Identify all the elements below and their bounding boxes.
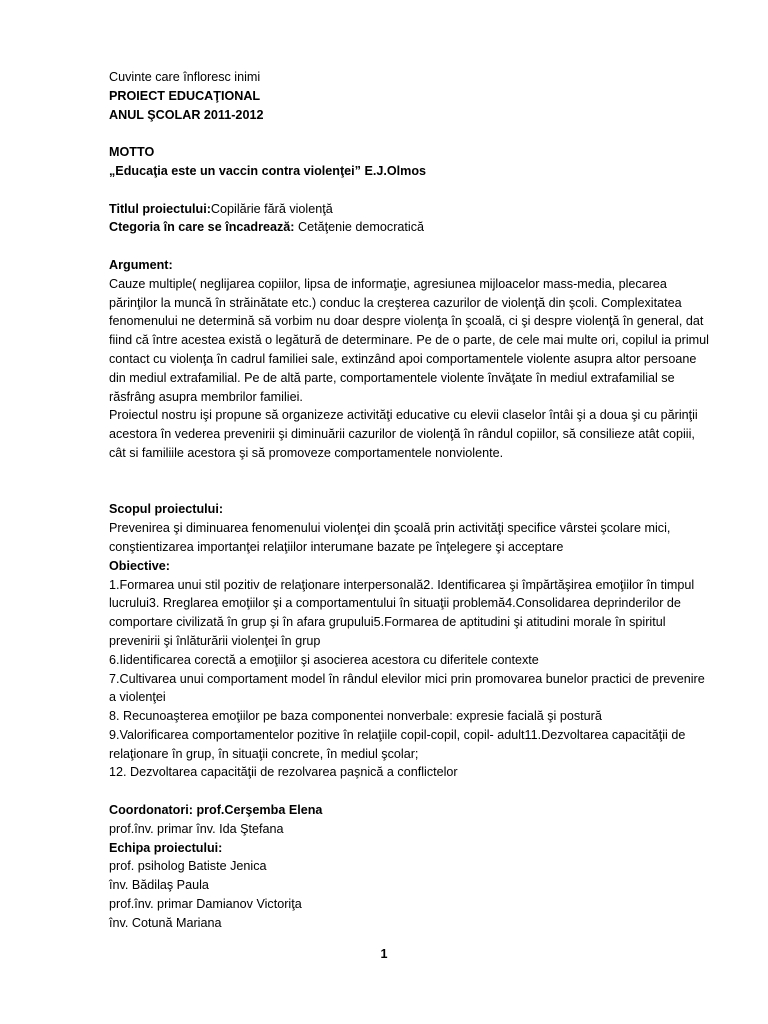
objective-item: 8. Recunoaşterea emoţiilor pe baza componentei nonverbale: expresie facială şi postură (109, 709, 602, 724)
motto-quote: „Educaţia este un vaccin contra violenţei” E.J.Olmos (109, 163, 427, 178)
argument-paragraph-1: Cauze multiple( neglijarea copiilor, lipsa de informaţie, agresiunea mijloacelor mass-media, plecarea părinţilor la muncă în străinătate etc.) conduc la creşterea cazurilor de violenţă din şcoli. Complexitatea fenomenului ne determină să vorbim nu doar despre violenţa în şcoală, ci şi despre violenţă în general, dat fiind că între acestea există o legătură de determinare. Pe de o parte, de cele mai multe ori, copilul ia primul contact cu violenţa în cadrul familiei sale, extinzând apoi comportamentele violente asupra altor persoane din mediul extrafamilial. Pe de altă parte, comportamentele violente învăţate în mediul extrafamilial se răsfrâng asupra membrilor familiei. (109, 276, 709, 404)
document-body (109, 68, 709, 933)
team-member: înv. Bădilaş Paula (109, 878, 209, 893)
project-title-line (109, 200, 709, 219)
scope-heading: Scopul proiectului: (109, 502, 224, 517)
project-category-value: Cetăţenie democratică (298, 220, 425, 235)
objective-item: 7.Cultivarea unui comportament model în rândul elevilor mici prin promovarea bunelor practici de prevenire a violenţei (109, 671, 705, 705)
motto-heading: MOTTO (109, 145, 155, 160)
objective-item: 6.Iidentificarea corectă a emoţiilor şi asocierea acestora cu diferitele contexte (109, 652, 539, 667)
header-line-2: PROIECT EDUCAŢIONAL (109, 88, 261, 103)
team-member: prof. psiholog Batiste Jenica (109, 859, 267, 874)
project-title-value: Copilărie fără violenţă (210, 201, 333, 216)
objective-item: 9.Valorificarea comportamentelor pozitive în relaţiile copil-copil, copil- adult11.Dezvoltarea capacităţii de relaţionare în grup, în situaţii concrete, în mediul şcolar; (109, 727, 686, 761)
page-number: 1 (380, 947, 388, 961)
header-line-3: ANUL ŞCOLAR 2011-2012 (109, 107, 264, 122)
objective-item: 12. Dezvoltarea capacităţii de rezolvarea paşnică a conflictelor (109, 765, 458, 780)
coordinators-line: Coordonatori: prof.Cerşemba Elena (109, 803, 323, 818)
argument-heading: Argument: (109, 257, 173, 272)
argument-paragraph-2: Proiectul nostru işi propune să organizeze activităţi educative cu elevii claselor întâi şi a doua şi cu părinţii acestora în vederea prevenirii şi diminuării cazurilor de violenţă în rândul copiilor, să consilieze atât copiii, cât si familiile acestora şi să promoveze comportamentele nonviolente. (109, 408, 698, 460)
team-member: înv. Cotună Mariana (109, 915, 222, 930)
objective-item: 1.Formarea unui stil pozitiv de relaţionare interpersonală2. Identificarea şi împărtăşirea emoţiilor în timpul lucrului3. Rreglarea emoţiilor şi a comportamentului în situaţii problemă4.Consolidarea deprinderilor de comportare civilizată în grup şi în afara grupului5.Formarea de aptitudini şi atitudini morale în spiritul prevenirii şi înlăturării violenţei în grup (109, 577, 695, 648)
project-title-label: Titlul proiectului: (109, 201, 211, 216)
header-line-1: Cuvinte care înfloresc inimi (109, 70, 261, 84)
objectives-heading: Obiective: (109, 558, 170, 573)
coordinator-2: prof.înv. primar înv. Ida Ştefana (109, 821, 284, 836)
team-member: prof.înv. primar Damianov Victoriţa (109, 897, 302, 912)
project-category-label: Ctegoria în care se încadrează: (109, 220, 298, 235)
team-heading: Echipa proiectului: (109, 840, 223, 855)
project-category-line (109, 218, 709, 237)
scope-text: Prevenirea şi diminuarea fenomenului violenţei din şcoală prin activităţi specifice vârstei şcolare mici, conştientizarea importanţei relaţiilor interumane bazate pe înţelegere şi acceptare (109, 521, 671, 554)
